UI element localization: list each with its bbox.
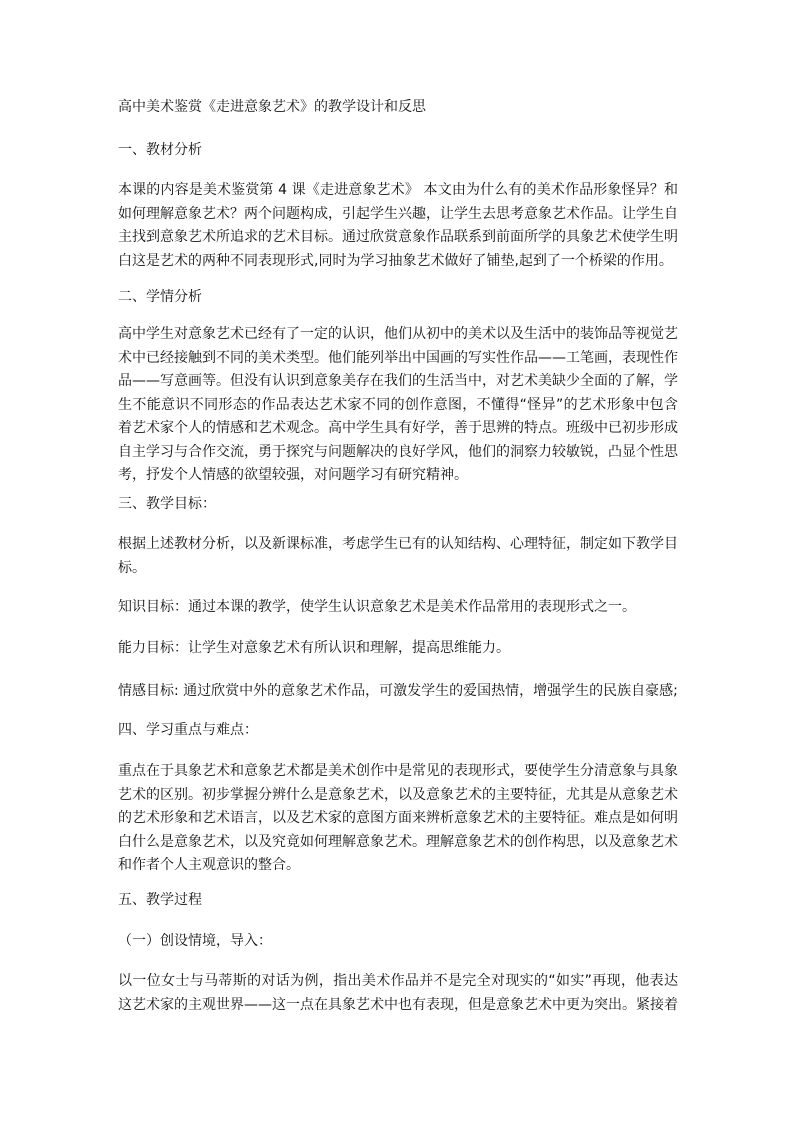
section-heading: 二、学情分析 [118, 289, 202, 305]
section-paragraph: 重点在于具象艺术和意象艺术都是美术创作中是常见的表现形式，要使学生分清意象与具象艺术的区别。初步掌握分辨什么是意象艺术，以及意象艺术的主要特征，尤其是从意象艺术的艺术形象和艺术语言，以及艺术家的意图方面来辨析意象艺术的主要特征。难点是如何明白什么是意象艺术，以及究竟如何理解意象艺术。理解意象艺术的创作构思，以及意象艺术和作者个人主观意识的整合。 [118, 763, 678, 873]
section-heading: 四、学习重点与难点： [118, 722, 258, 738]
section-heading: 三、教学目标： [118, 496, 216, 512]
section-paragraph: 根据上述教材分析，以及新课标准，考虑学生已有的认知结构、心理特征，制定如下教学目标。 [118, 536, 678, 576]
section-paragraph: 以一位女士与马蒂斯的对话为例，指出美术作品并不是完全对现实的“如实”再现，他表达这艺术家的主观世界——这一点在具象艺术中也有表现，但是意象艺术中更为突出。紧接着 [118, 973, 678, 1013]
objective-knowledge: 知识目标：通过本课的教学，使学生认识意象艺术是美术作品常用的表现形式之一。 [118, 599, 636, 615]
document-title: 高中美术鉴赏《走进意象艺术》的教学设计和反思 [118, 99, 426, 115]
subsection-heading: （一）创设情境，导入： [118, 933, 272, 949]
objective-emotion: 情感目标: 通过欣赏中外的意象艺术作品，可激发学生的爱国热情，增强学生的民族自豪感; [118, 683, 678, 699]
section-heading: 五、教学过程 [118, 892, 202, 908]
section-heading: 一、教材分析 [118, 142, 202, 158]
section-paragraph: 高中学生对意象艺术已经有了一定的认识，他们从初中的美术以及生活中的装饰品等视觉艺术中已经接触到不同的美术类型。他们能列举出中国画的写实性作品——工笔画，表现性作品——写意画等。但没有认识到意象美存在我们的生活当中，对艺术美缺少全面的了解，学生不能意识不同形态的作品表达艺术家不同的创作意图，不懂得“怪异”的艺术形象中包含着艺术家个人的情感和艺术观念。高中学生具有好学，善于思辨的特点。班级中已初步形成自主学习与合作交流，勇于探究与问题解决的良好学风，他们的洞察力较敏锐，凸显个性思考，抒发个人情感的欲望较强，对问题学习有研究精神。 [118, 326, 678, 483]
section-paragraph: 本课的内容是美术鉴赏第 4 课《走进意象艺术》 本文由为什么有的美术作品形象怪异？和如何理解意象艺术？两个问题构成，引起学生兴趣，让学生去思考意象艺术作品。让学生自主找到意象艺术所追求的艺术目标。通过欣赏意象作品联系到前面所学的具象艺术使学生明白这是艺术的两种不同表现形式,同时为学习抽象艺术做好了铺垫,起到了一个桥梁的作用。 [118, 182, 678, 269]
objective-ability: 能力目标：让学生对意象艺术有所认识和理解，提高思维能力。 [118, 640, 510, 656]
